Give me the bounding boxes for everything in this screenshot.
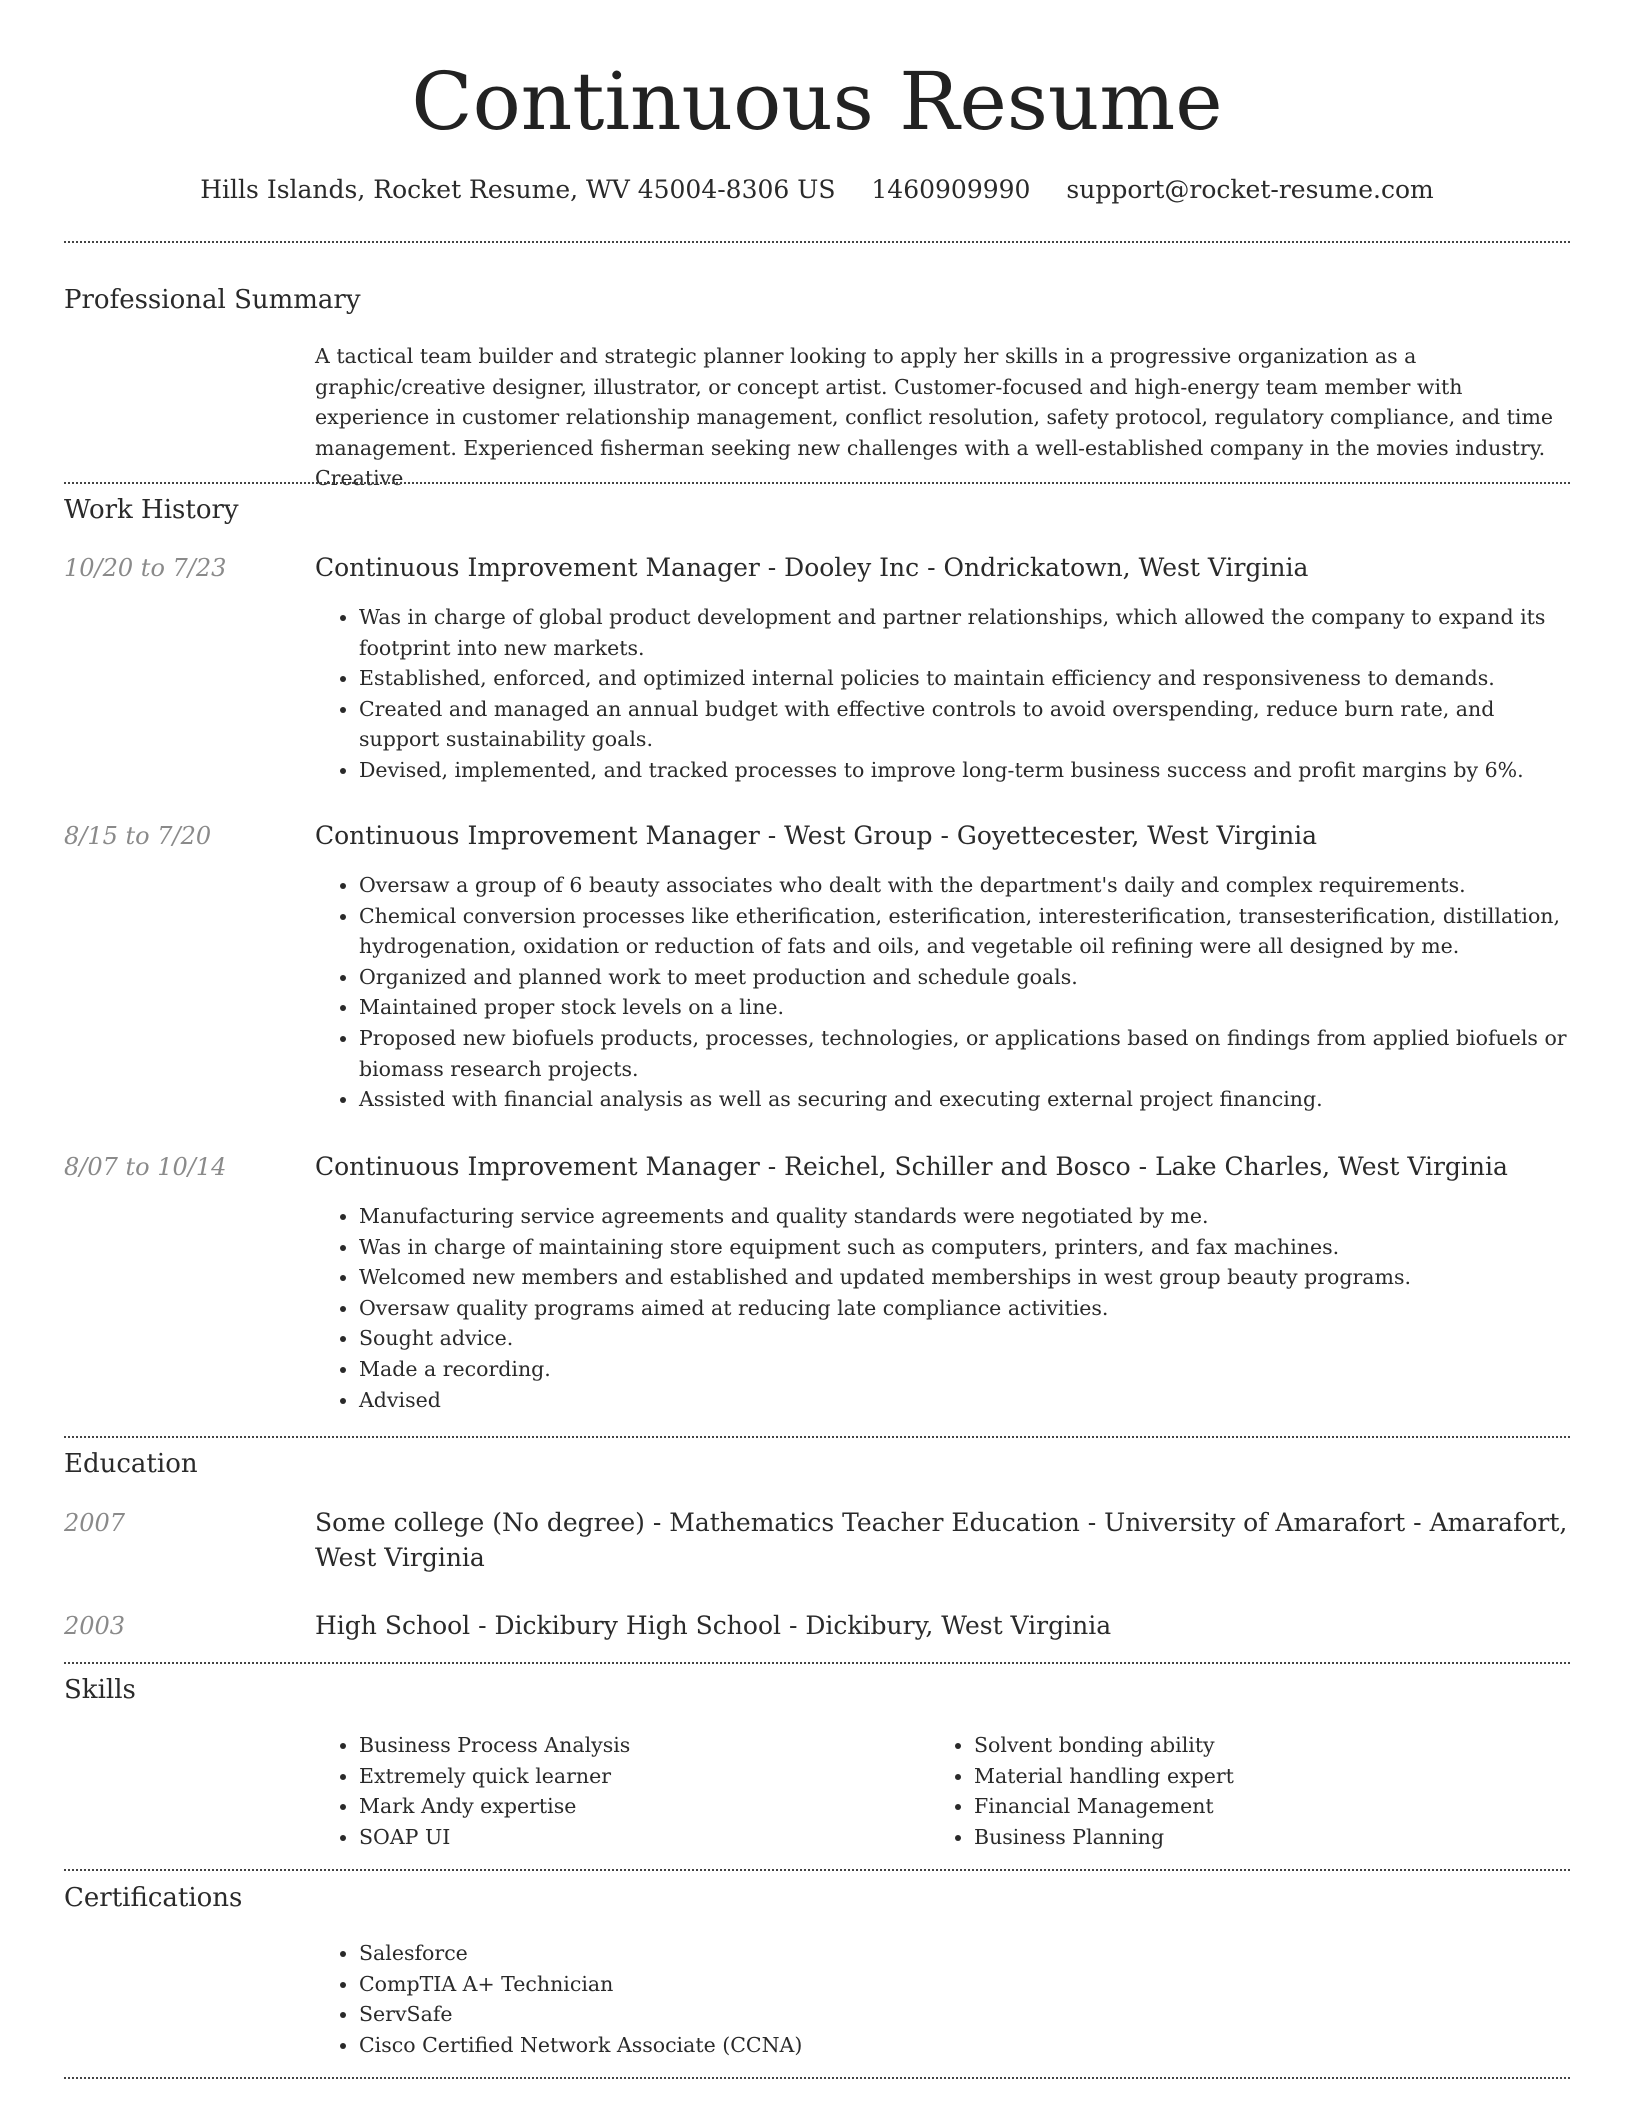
skills-heading: Skills [64, 1675, 136, 1705]
job-bullet: • Maintained proper stock levels on a line. [359, 992, 1570, 1023]
summary-text: A tactical team builder and strategic planner looking to apply her skills in a progressive organization as a graphic/creative designer, illustrator, or concept artist. Customer-focused and high-energy team member with experience in customer relationship management, conflict resolution, safety protocol, regulatory compliance, and time management. Experienced fisherman seeking new challenges with a well-established company in the movies industry. Creative [315, 344, 1554, 490]
job-bullet: • Devised, implemented, and tracked processes to improve long-term business success and profit margins by 6%. [359, 755, 1570, 786]
skill-item: • SOAP UI [359, 1822, 929, 1853]
education-entry: Some college (No degree) - Mathematics Teacher Education - University of Amarafort - Amarafort, West Virginia [315, 1508, 1568, 1572]
job-dates: 10/20 to 7/23 [64, 554, 227, 582]
certification-item: • CompTIA A+ Technician [359, 1969, 1570, 2000]
job-bullet: • Advised [359, 1385, 1570, 1416]
skill-item: • Mark Andy expertise [359, 1791, 929, 1822]
job-title: Continuous Improvement Manager - Dooley Inc - Ondrickatown, West Virginia [315, 553, 1309, 582]
skills-list-left [315, 1730, 929, 1852]
contact-line [64, 170, 1570, 210]
section-divider [64, 2077, 1570, 2079]
job-bullet: • Proposed new biofuels products, processes, technologies, or applications based on findings from applied biofuels or biomass research projects. [359, 1023, 1570, 1084]
section-divider [64, 241, 1570, 243]
education-year: 2007 [64, 1509, 126, 1537]
job-bullet: • Assisted with financial analysis as well as securing and executing external project financing. [359, 1084, 1570, 1115]
job-bullet: • Manufacturing service agreements and quality standards were negotiated by me. [359, 1201, 1570, 1232]
education-entry: High School - Dickibury High School - Dickibury, West Virginia [315, 1611, 1112, 1640]
skill-item: • Financial Management [974, 1791, 1570, 1822]
job-bullets [315, 1201, 1570, 1415]
certification-item: • Cisco Certified Network Associate (CCNA) [359, 2030, 1570, 2061]
job-title: Continuous Improvement Manager - West Group - Goyettecester, West Virginia [315, 821, 1318, 850]
job-bullet: • Sought advice. [359, 1323, 1570, 1354]
job-bullet: • Established, enforced, and optimized internal policies to maintain efficiency and responsiveness to demands. [359, 663, 1570, 694]
contact-email: support@rocket-resume.com [1066, 175, 1434, 204]
contact-phone: 1460909990 [871, 175, 1031, 204]
job-bullet: • Oversaw a group of 6 beauty associates who dealt with the department's daily and complex requirements. [359, 870, 1570, 901]
job-bullet: • Organized and planned work to meet production and schedule goals. [359, 962, 1570, 993]
summary-heading: Professional Summary [64, 285, 361, 315]
section-divider [64, 1869, 1570, 1871]
skill-item: • Material handling expert [974, 1761, 1570, 1792]
job-bullet: • Was in charge of maintaining store equipment such as computers, printers, and fax machines. [359, 1232, 1570, 1263]
certifications-heading: Certifications [64, 1883, 243, 1913]
skill-item: • Business Process Analysis [359, 1730, 929, 1761]
job-bullets [315, 870, 1570, 1115]
job-bullet: • Made a recording. [359, 1354, 1570, 1385]
job-bullets [315, 602, 1570, 786]
skill-item: • Solvent bonding ability [974, 1730, 1570, 1761]
skill-item: • Extremely quick learner [359, 1761, 929, 1792]
certification-item: • Salesforce [359, 1938, 1570, 1969]
skill-item: • Business Planning [974, 1822, 1570, 1853]
job-dates: 8/07 to 10/14 [64, 1153, 227, 1181]
job-dates: 8/15 to 7/20 [64, 822, 212, 850]
job-bullet: • Was in charge of global product development and partner relationships, which allowed the company to expand its footprint into new markets. [359, 602, 1570, 663]
section-divider [64, 482, 1570, 484]
certification-item: • ServSafe [359, 1999, 1570, 2030]
education-year: 2003 [64, 1612, 126, 1640]
section-divider [64, 1662, 1570, 1664]
skills-list-right [930, 1730, 1570, 1852]
section-divider [64, 1436, 1570, 1438]
job-title: Continuous Improvement Manager - Reichel, Schiller and Bosco - Lake Charles, West Virginia [315, 1152, 1508, 1181]
job-bullet: • Created and managed an annual budget with effective controls to avoid overspending, reduce burn rate, and support sustainability goals. [359, 694, 1570, 755]
certifications-list [315, 1938, 1570, 2060]
work-history-heading: Work History [64, 495, 239, 525]
job-bullet: • Chemical conversion processes like etherification, esterification, interesterification, transesterification, distillation, hydrogenation, oxidation or reduction of fats and oils, and vegetable oil refining were all designed by me. [359, 901, 1570, 962]
contact-address: Hills Islands, Rocket Resume, WV 45004-8306 US [200, 175, 836, 204]
resume-name: Continuous Resume [411, 55, 1223, 148]
job-bullet: • Welcomed new members and established and updated memberships in west group beauty programs. [359, 1262, 1570, 1293]
education-heading: Education [64, 1449, 198, 1479]
job-bullet: • Oversaw quality programs aimed at reducing late compliance activities. [359, 1293, 1570, 1324]
